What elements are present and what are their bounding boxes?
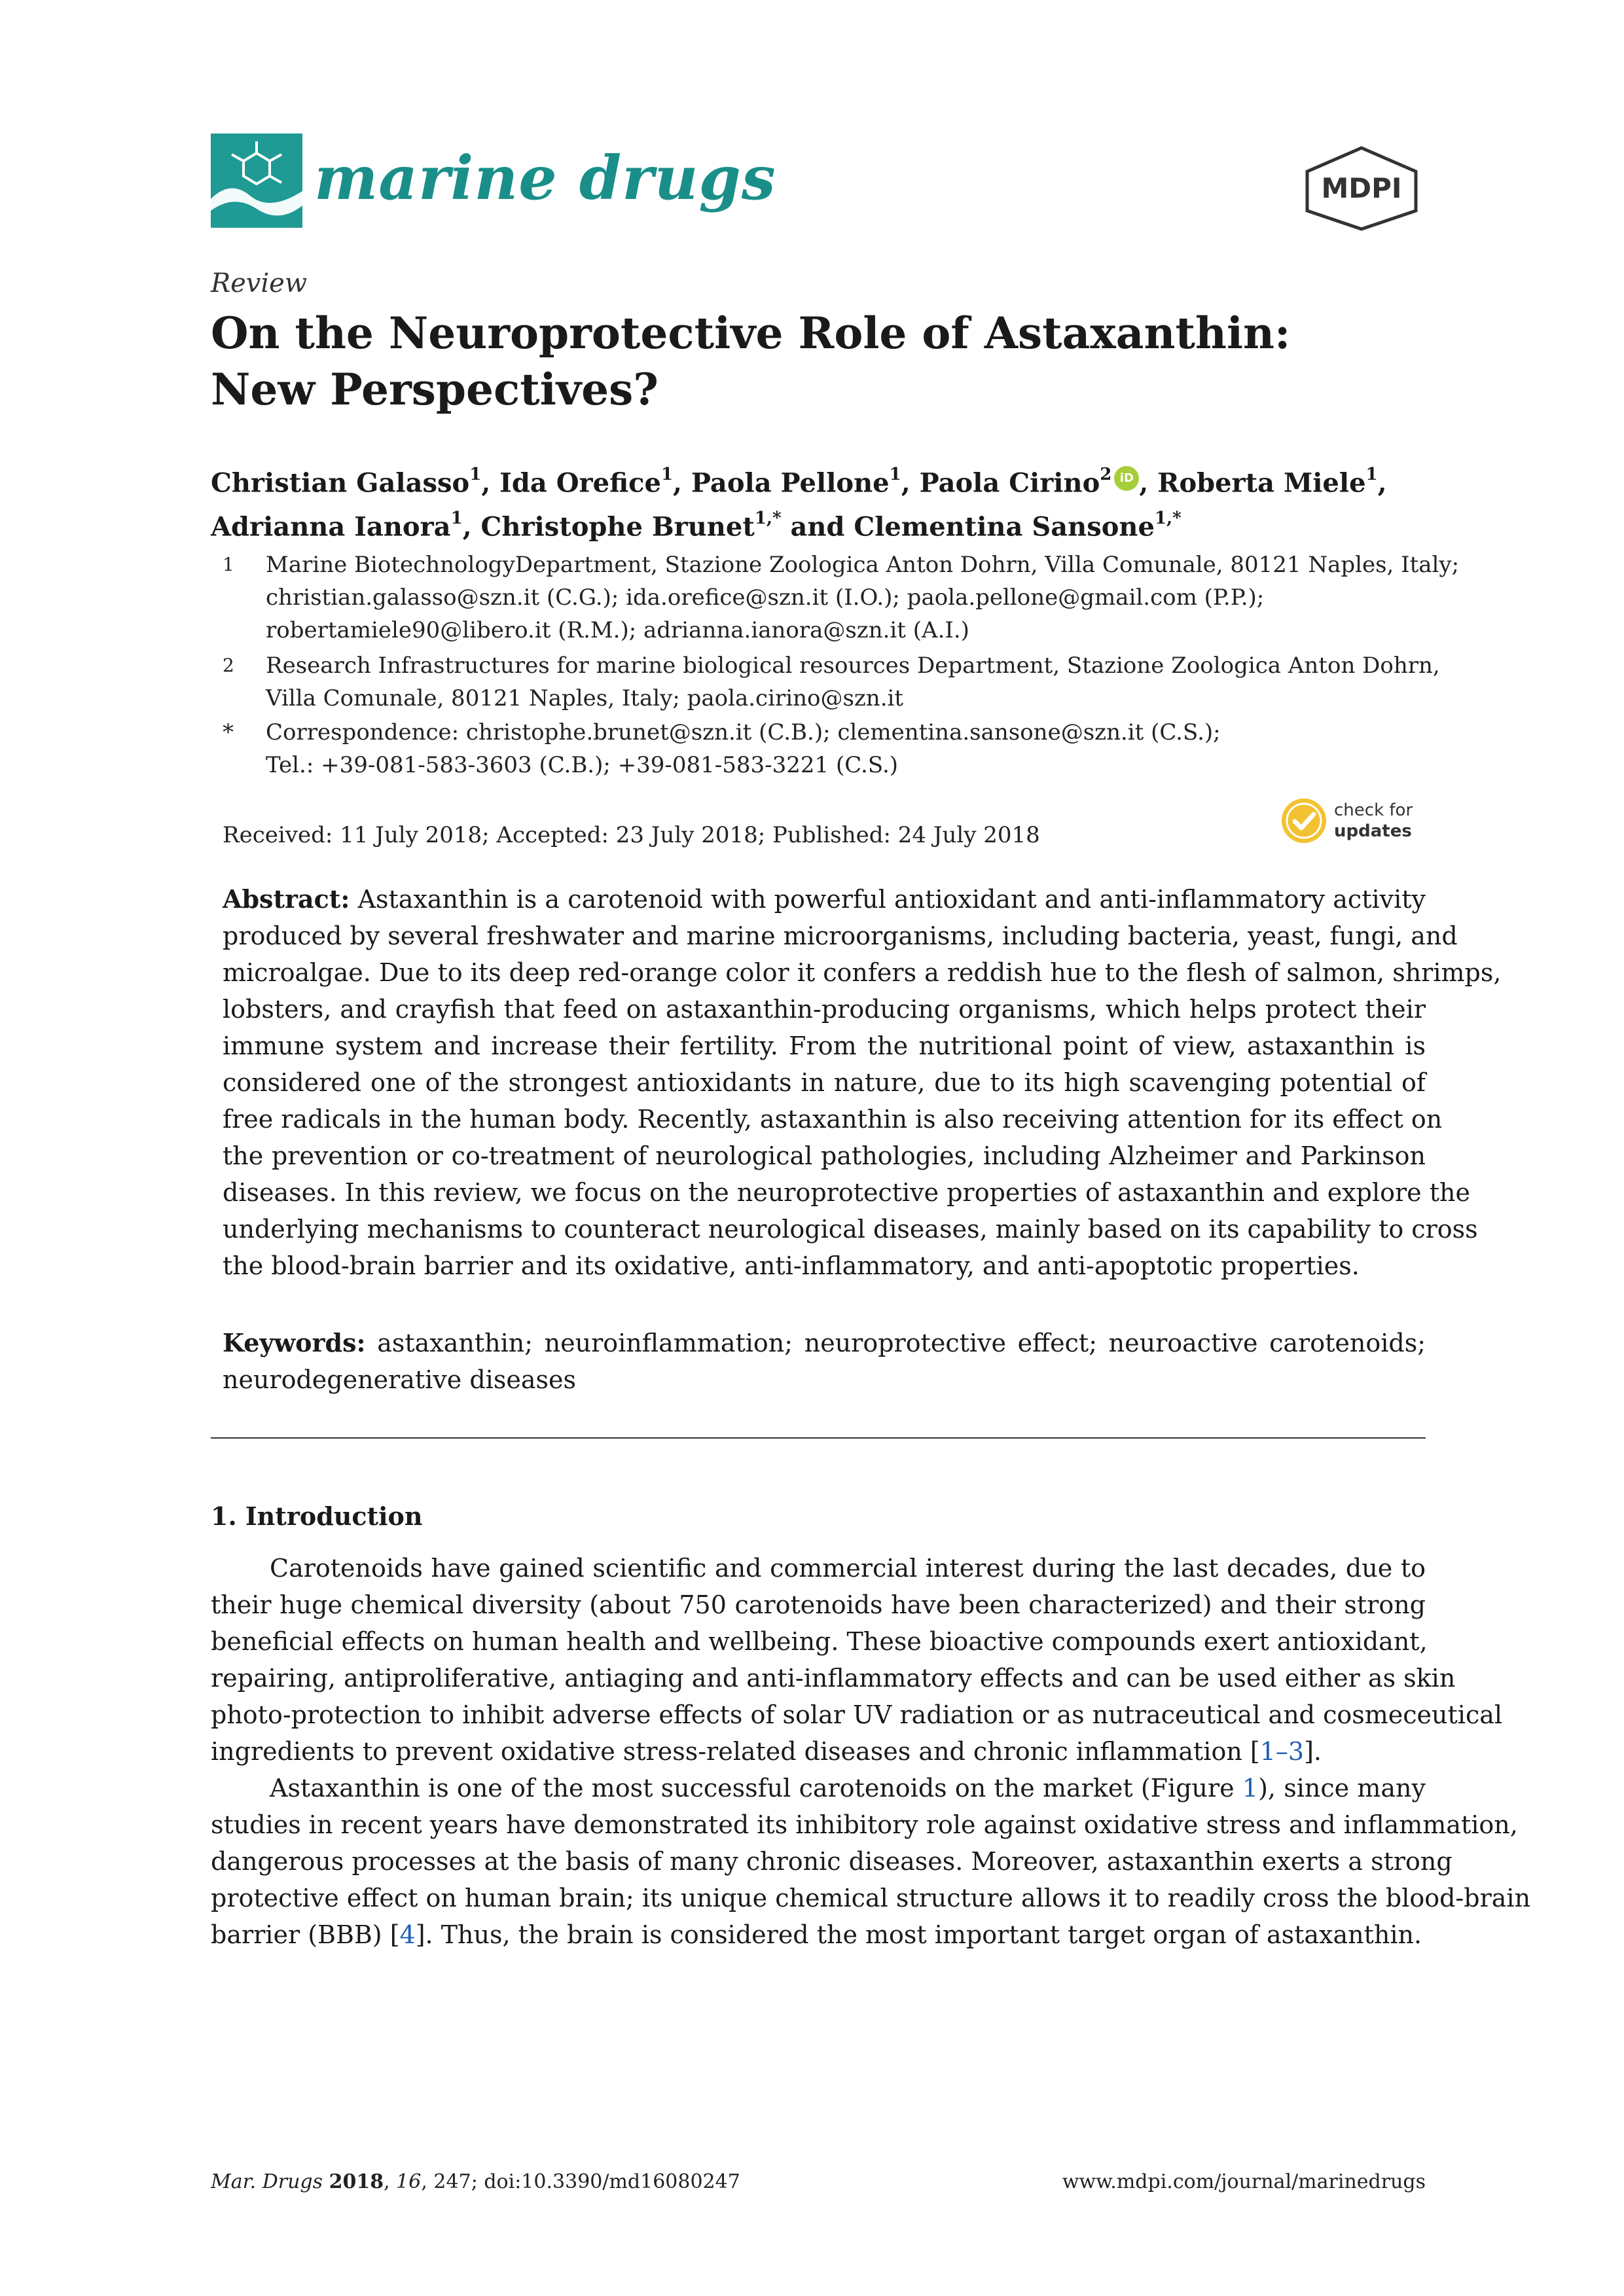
affiliation-ref: 1,* (754, 509, 782, 529)
affiliation-mark: * (223, 719, 234, 745)
author-sep: , (673, 467, 691, 499)
abstract-line: considered one of the strongest antioxidants in nature, due to its high scavenging potential of (223, 1068, 1426, 1097)
affiliation-ref: 1 (889, 465, 901, 484)
paragraph-line (211, 1916, 1426, 1953)
abstract (223, 881, 1502, 1284)
affiliation-mark: 2 (223, 655, 234, 676)
check-updates-line1: check for (1334, 800, 1413, 820)
article-type: Review (211, 268, 308, 298)
affiliation-line[interactable]: christian.galasso@szn.it (C.G.); ida.orefice@szn.it (I.O.); paola.pellone@gmail.com (P.P.); (266, 584, 1265, 611)
affiliation-line[interactable]: Villa Comunale, 80121 Naples, Italy; paola.cirino@szn.it (266, 685, 904, 711)
author-name[interactable]: Adrianna Ianora (211, 511, 451, 543)
title-line: New Perspectives? (211, 364, 659, 415)
author-sep: , (901, 467, 920, 499)
affiliation-line[interactable]: Correspondence: christophe.brunet@szn.it (C.B.); clementina.sansone@szn.it (C.S.); (266, 719, 1221, 745)
paragraph-text: Astaxanthin is one of the most successful carotenoids on the market (Figure (270, 1774, 1242, 1803)
citation-link[interactable]: 1–3 (1259, 1737, 1305, 1766)
author-sep: , (481, 467, 500, 499)
paragraph-line: protective effect on human brain; its unique chemical structure allows it to readily cross the blood-brain (211, 1884, 1531, 1912)
paragraph-line: Carotenoids have gained scientific and commercial interest during the last decades, due to (270, 1554, 1426, 1583)
author-name[interactable]: Paola Cirino (919, 467, 1100, 499)
mdpi-logo-icon (1299, 145, 1424, 232)
paragraph-line: beneficial effects on human health and wellbeing. These bioactive compounds exert antioxidant, (211, 1627, 1428, 1656)
author-sep: , (462, 511, 481, 543)
paragraph-text: ]. Thus, the brain is considered the most important target organ of astaxanthin. (415, 1920, 1422, 1949)
citation-doi[interactable]: , 247; doi:10.3390/md16080247 (421, 2170, 740, 2193)
abstract-line: free radicals in the human body. Recently, astaxanthin is also receiving attention for its effect on (223, 1105, 1443, 1134)
abstract-text: Astaxanthin is a carotenoid with powerful antioxidant and anti-inflammatory activity (350, 885, 1426, 914)
keywords-line (223, 1325, 1426, 1361)
footer-citation: Mar. Drugs 2018, 16, 247; doi:10.3390/md16080247 (211, 2170, 740, 2193)
affiliation-line: Tel.: +39-081-583-3603 (C.B.); +39-081-583-3221 (C.S.) (266, 752, 899, 778)
author-name[interactable]: Christophe Brunet (480, 511, 755, 543)
paragraph-line: photo-protection to inhibit adverse effects of solar UV radiation or as nutraceutical and cosmeceutical (211, 1700, 1503, 1729)
paragraph-line (211, 1733, 1426, 1770)
author-name[interactable]: Paola Pellone (691, 467, 890, 499)
author-name[interactable]: Ida Orefice (499, 467, 661, 499)
affiliation-mark: 1 (223, 554, 234, 575)
abstract-line: lobsters, and crayfish that feed on astaxanthin-producing organisms, which helps protect their (223, 995, 1426, 1024)
author-line (211, 458, 1454, 502)
journal-abbr: Mar. Drugs (211, 2170, 323, 2193)
paragraph-line: their huge chemical diversity (about 750 carotenoids have been characterized) and their strong (211, 1590, 1426, 1619)
abstract-line (223, 881, 1426, 918)
citation-volume: 16 (396, 2170, 422, 2193)
paragraph-text: ingredients to prevent oxidative stress-related diseases and chronic inflammation [ (211, 1737, 1260, 1766)
orcid-icon[interactable]: iD (1114, 466, 1139, 491)
keywords-line: neurodegenerative diseases (223, 1365, 576, 1394)
journal-url-link[interactable]: www.mdpi.com/journal/marinedrugs (1062, 2170, 1426, 2193)
paragraph-line: dangerous processes at the basis of many chronic diseases. Moreover, astaxanthin exerts a strong (211, 1847, 1453, 1876)
publisher-name: MDPI (1321, 172, 1402, 204)
author-line (211, 502, 1454, 546)
keywords (223, 1325, 1426, 1398)
citation-link[interactable]: 4 (399, 1920, 416, 1949)
abstract-line: immune system and increase their fertility. From the nutritional point of view, astaxanthin is (223, 1031, 1426, 1060)
check-for-updates-button[interactable] (1279, 793, 1430, 850)
abstract-line: the prevention or co-treatment of neurological pathologies, including Alzheimer and Parkinson (223, 1141, 1426, 1170)
author-sep: and (781, 511, 854, 543)
author-name[interactable]: Clementina Sansone (854, 511, 1155, 543)
introduction-body (211, 1550, 1531, 1953)
affiliation-2 (223, 649, 1440, 715)
author-sep: , (1139, 467, 1158, 499)
title-line: On the Neuroprotective Role of Astaxanthin: (211, 308, 1291, 359)
affiliation-ref: 1 (469, 465, 482, 484)
keywords-text: astaxanthin; neuroinflammation; neuroprotective effect; neuroactive carotenoids; (365, 1329, 1426, 1357)
paragraph-text: ), since many (1258, 1774, 1426, 1803)
affiliation-ref: 1,* (1154, 509, 1182, 529)
author-list (211, 458, 1454, 547)
article-title (211, 305, 1454, 418)
paragraph-line: repairing, antiproliferative, antiaging and anti-inflammatory effects and can be used either as skin (211, 1664, 1456, 1693)
author-name[interactable]: Christian Galasso (211, 467, 470, 499)
affiliation-ref: 1 (450, 509, 463, 529)
check-updates-line2: updates (1334, 821, 1412, 841)
author-sep: , (1377, 467, 1387, 499)
abstract-line: underlying mechanisms to counteract neurological diseases, mainly based on its capability to cross (223, 1215, 1478, 1244)
affiliation-line: Marine BiotechnologyDepartment, Stazione Zoologica Anton Dohrn, Villa Comunale, 80121 Naples, Italy; (266, 552, 1460, 578)
check-updates-label (1334, 800, 1413, 842)
paragraph-line: studies in recent years have demonstrated its inhibitory role against oxidative stress and inflammation, (211, 1810, 1518, 1839)
affiliation-ref: 2 (1100, 465, 1112, 484)
correspondence (223, 716, 1434, 781)
paragraph-line (211, 1770, 1426, 1806)
publication-dates: Received: 11 July 2018; Accepted: 23 July 2018; Published: 24 July 2018 (223, 822, 1040, 848)
figure-link[interactable]: 1 (1242, 1774, 1259, 1803)
affiliation-line[interactable]: robertamiele90@libero.it (R.M.); adrianna.ianora@szn.it (A.I.) (266, 617, 969, 643)
section-divider (211, 1437, 1426, 1439)
affiliation-line: Research Infrastructures for marine biological resources Department, Stazione Zoologica Anton Dohrn, (266, 653, 1440, 679)
abstract-line: microalgae. Due to its deep red-orange color it confers a reddish hue to the flesh of salmon, shrimps, (223, 958, 1502, 987)
citation-year: 2018 (329, 2170, 384, 2193)
abstract-label: Abstract: (223, 884, 350, 914)
keywords-label: Keywords: (223, 1328, 366, 1357)
affiliation-ref: 1 (1365, 465, 1378, 484)
paragraph-text: barrier (BBB) [ (211, 1920, 400, 1949)
checkmark-icon (1279, 796, 1329, 846)
journal-name: marine drugs (314, 143, 776, 213)
affiliation-ref: 1 (660, 465, 674, 484)
author-name[interactable]: Roberta Miele (1157, 467, 1366, 499)
paragraph-text: ]. (1304, 1737, 1322, 1766)
section-heading: 1. Introduction (211, 1501, 423, 1531)
journal-logo-icon (211, 134, 302, 228)
molecule-wave-icon (211, 134, 302, 228)
abstract-line: produced by several freshwater and marine microorganisms, including bacteria, yeast, fungi, and (223, 922, 1458, 950)
affiliation-1 (223, 548, 1460, 647)
abstract-line: diseases. In this review, we focus on the neuroprotective properties of astaxanthin and explore the (223, 1178, 1470, 1207)
abstract-line: the blood-brain barrier and its oxidative, anti-inflammatory, and anti-apoptotic properties. (223, 1251, 1360, 1280)
